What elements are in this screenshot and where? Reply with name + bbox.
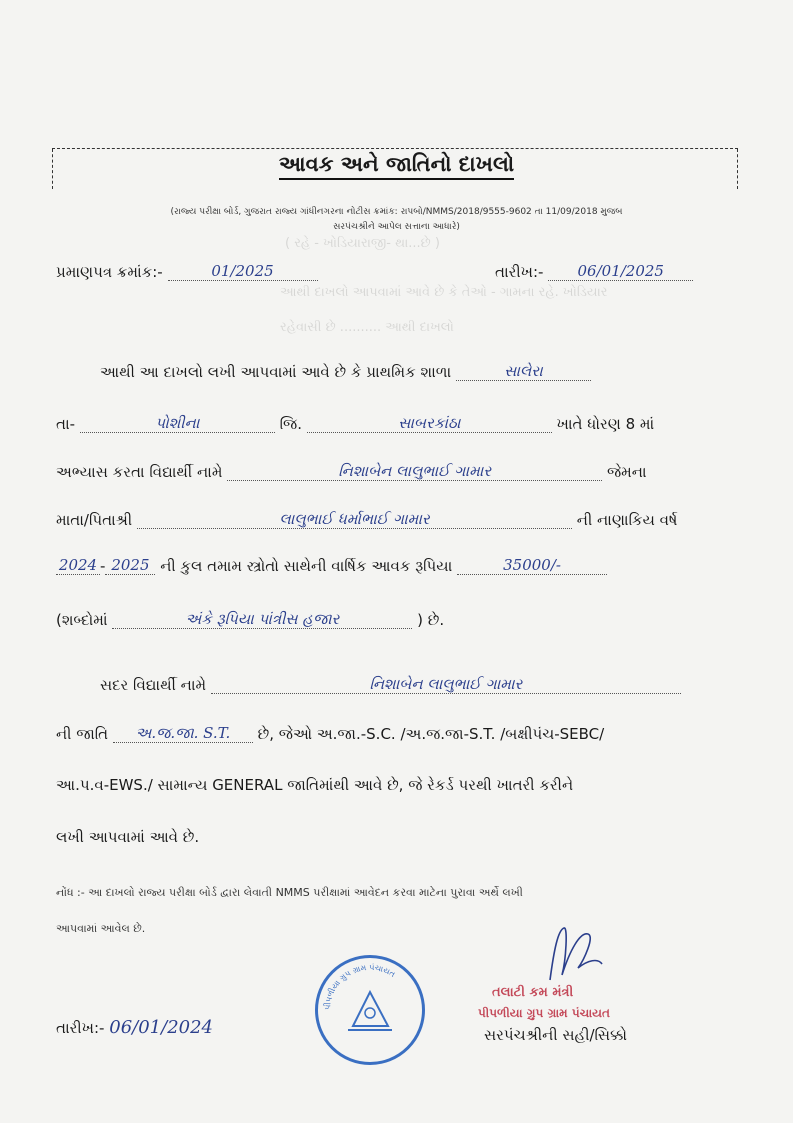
sarpanch-label: સરપંચશ્રીની સહી/સિક્કો	[484, 1026, 628, 1044]
bottom-date-value: 06/01/2024	[109, 1017, 213, 1038]
parent-row	[56, 510, 677, 529]
caste-options-2: આ.પ.વ-EWS./ સામાન્ય GENERAL જાતિમાંથી આવે છે, જે રેકર્ડ પરથી ખાતરી કરીને	[56, 776, 574, 794]
caste-options-row	[56, 776, 573, 794]
caste-value: અ.જ.જા. S.T.	[113, 724, 253, 743]
notice-reference: (રાજ્ય પરીક્ષા બોર્ડ, ગુજરાત રાજ્ય ગાંધીનગરના નોટીસ ક્રમાંક: રાપબો/NMMS/2018/9555-9602 તા 11/09/2018 મુજબ	[170, 207, 623, 217]
words-label: (શબ્દોમાં	[56, 611, 108, 629]
taluka-label: તા-	[56, 415, 76, 433]
said-student-label: સદર વિદ્યાર્થી નામે	[100, 676, 207, 694]
said-student-name: નિશાબેન લાલુભાઈ ગામાર	[211, 675, 681, 694]
bleed-through-text: ( રહે - ખોડિયારાજી- થા...છે )	[285, 236, 440, 251]
district-label: જિ.	[279, 415, 302, 433]
district-value: સાબરકાંઠા	[307, 414, 552, 433]
date-label: તારીખ:-	[495, 263, 544, 281]
date-value: 06/01/2025	[548, 262, 693, 281]
bleed-through-text: આથી દાખલો આપવામાં આવે છે કે તેઓ - ગામના રહે. ખોડિયાર	[280, 285, 608, 300]
intro-text: આથી આ દાખલો લખી આપવામાં આવે છે કે પ્રાથમિક શાળા	[100, 363, 452, 381]
school-name: સાલેરા	[456, 362, 591, 381]
closing-row	[56, 828, 199, 846]
year-from: 2024	[56, 556, 100, 575]
whose-text: જેમના	[606, 463, 647, 481]
caste-row	[56, 724, 604, 743]
location-row	[56, 414, 654, 433]
bleed-through-text: રહેવાસી છે .......... આથી દાખલો	[280, 320, 454, 335]
student-row	[56, 462, 647, 481]
caste-prefix: ની જાતિ	[56, 725, 109, 743]
page-title: આવક અને જાતિનો દાખલો	[0, 152, 793, 177]
words-suffix: ) છે.	[417, 611, 445, 629]
year-to: 2025	[105, 556, 155, 575]
school-row	[100, 362, 591, 381]
authority-note: સરપંચશ્રીને આપેલ સત્તાના આધારે)	[333, 222, 460, 232]
closing-text: લખી આપવામાં આવે છે.	[56, 828, 200, 846]
cert-number-row	[56, 262, 318, 281]
panchayat-seal	[315, 955, 425, 1065]
income-words: અંકે રૂપિયા પાંત્રીસ હજાર	[112, 610, 412, 629]
taluka-value: પોશીના	[80, 414, 275, 433]
talati-stamp-title: તલાટી કમ મંત્રી	[492, 985, 574, 1000]
student-label: અભ્યાસ કરતા વિદ્યાર્થી નામે	[56, 463, 223, 481]
said-student-row	[100, 675, 681, 694]
date-row	[495, 262, 693, 281]
parent-name: લાલુભાઈ ધર્માભાઈ ગામાર	[137, 510, 572, 529]
bottom-date-row	[56, 1017, 213, 1038]
fy-suffix: ની નાણાકિય વર્ષ	[576, 511, 678, 529]
class-text: ખાતે ધોરણ 8 માં	[556, 415, 655, 433]
note-line-2: આપવામાં આવેલ છે.	[56, 922, 146, 935]
words-row	[56, 610, 444, 629]
income-amount: 35000/-	[457, 556, 607, 575]
parent-label: માતા/પિતાશ્રી	[56, 511, 133, 529]
cert-number-value: 01/2025	[168, 262, 318, 281]
svg-text:પીપળીયા ગ્રુપ ગ્રામ પંચાયત	[323, 962, 397, 1010]
seal-text: પીપળીયા ગ્રુપ ગ્રામ પંચાયત	[322, 962, 397, 1011]
income-text: ની કુલ તમામ સ્ત્રોતો સાથેની વાર્ષિક આવક રૂપિયા	[160, 557, 453, 575]
signature	[540, 920, 610, 994]
talati-stamp-office: પીપળીયા ગ્રુપ ગ્રામ પંચાયત	[478, 1006, 610, 1020]
student-name: નિશાબેન લાલુભાઈ ગામાર	[227, 462, 602, 481]
bottom-date-label: તારીખ:-	[56, 1019, 105, 1037]
caste-options: છે, જેઓ અ.જા.-S.C. /અ.જ.જા-S.T. /બક્ષીપંચ-SEBC/	[257, 725, 605, 743]
cert-number-label: પ્રમાણપત્ર ક્રમાંક:-	[56, 263, 163, 281]
note-line-1: નોંધ :- આ દાખલો રાજ્ય પરીક્ષા બોર્ડ દ્વારા લેવાતી NMMS પરીક્ષામાં આવેદન કરવા માટેના પુરાવા અર્થે લખી	[56, 886, 523, 899]
income-row: 2024 - 2025 ની કુલ તમામ સ્ત્રોતો સાથેની વાર્ષિક આવક રૂપિયા 35000/-	[56, 556, 607, 575]
